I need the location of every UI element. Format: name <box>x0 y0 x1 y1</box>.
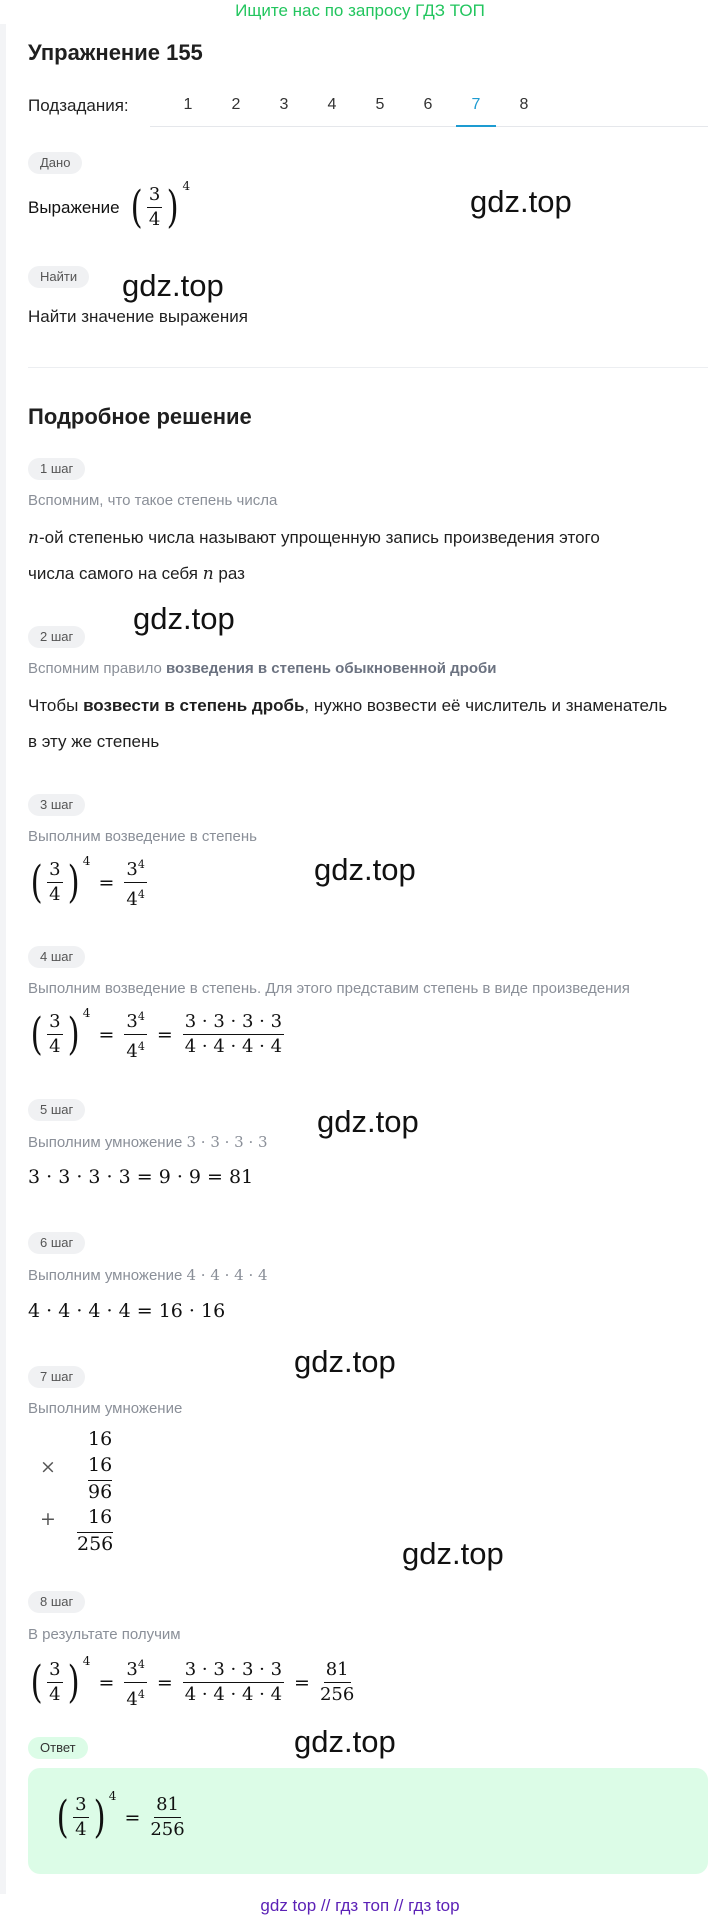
watermark: gdz.top <box>122 268 224 303</box>
step-8-hint: В результате получим <box>28 1626 181 1643</box>
step-1-chip: 1 шаг <box>28 458 85 480</box>
step-4-chip: 4 шаг <box>28 946 85 968</box>
watermark: gdz.top <box>294 1724 396 1759</box>
given-expression: Выражение ( $\frac{3}{4}$ ) 4 <box>28 178 191 233</box>
answer-chip: Ответ <box>28 1737 88 1759</box>
tab-subtask-4[interactable]: 4 <box>327 96 337 113</box>
given-label: Выражение <box>28 197 120 217</box>
watermark: gdz.top <box>294 1344 396 1379</box>
tab-subtask-1[interactable]: 1 <box>183 96 193 113</box>
step-6-hint: Выполним умножение 4 · 4 · 4 · 4 <box>28 1266 268 1284</box>
step-5-formula: 3 · 3 · 3 · 3 = 9 · 9 = 81 <box>28 1166 254 1188</box>
page-title: Упражнение 155 <box>28 40 203 65</box>
subtasks-nav <box>28 92 708 128</box>
step-7-hint: Выполним умножение <box>28 1400 183 1417</box>
step-8-formula: ( $\frac{3}{4}$ ) 4 = $\frac{3^4}{4^4}$ = $\frac{3 \cdot 3 \cdot 3 \cdot 3}{4 \cdot 4 \cdot 4 \cdot 4}$ = $\frac{81}{256}$ <box>30 1653 355 1710</box>
step-2-text-line2: в эту же степень <box>28 732 160 751</box>
find-chip: Найти <box>28 266 89 288</box>
step-5-chip: 5 шаг <box>28 1099 85 1121</box>
watermark: gdz.top <box>470 184 572 219</box>
step-1-text-line2: числа самого на себя n раз <box>28 564 245 584</box>
step-8-chip: 8 шаг <box>28 1591 85 1613</box>
step-2-text-line1: Чтобы возвести в степень дробь, нужно возвести её числитель и знаменатель <box>28 696 668 715</box>
left-rule <box>0 24 6 1894</box>
step-7-column-multiplication: 16 × 16 96 + 16 256 <box>40 1428 114 1555</box>
step-6-chip: 6 шаг <box>28 1232 85 1254</box>
watermark: gdz.top <box>133 601 235 636</box>
watermark: gdz.top <box>402 1536 504 1571</box>
tab-subtask-8[interactable]: 8 <box>519 96 529 113</box>
answer-formula: ( $\frac{3}{4}$ ) 4 = $\frac{81}{256}$ <box>56 1788 185 1843</box>
step-5-hint: Выполним умножение 3 · 3 · 3 · 3 <box>28 1133 268 1151</box>
step-2-hint: Вспомним правило возведения в степень обыкновенной дроби <box>28 660 497 677</box>
section-divider <box>28 367 708 368</box>
step-3-hint: Выполним возведение в степень <box>28 828 257 845</box>
subtasks-label: Подзадания: <box>28 96 129 115</box>
step-1-text-line1: n-ой степенью числа называют упрощенную запись произведения этого <box>28 528 600 548</box>
promo-banner: Ищите нас по запросу ГДЗ ТОП <box>235 1 485 20</box>
watermark: gdz.top <box>317 1104 419 1139</box>
step-3-formula: ( $\frac{3}{4}$ ) 4 = $\frac{3^4}{4^4}$ <box>30 853 145 910</box>
tab-subtask-6[interactable]: 6 <box>423 96 433 113</box>
find-text: Найти значение выражения <box>28 307 248 326</box>
step-3-chip: 3 шаг <box>28 794 85 816</box>
tab-subtask-5[interactable]: 5 <box>375 96 385 113</box>
tab-subtask-2[interactable]: 2 <box>231 96 241 113</box>
footer-links[interactable]: gdz top // гдз топ // гдз top <box>260 1896 460 1915</box>
tab-subtask-7[interactable]: 7 <box>456 96 496 114</box>
given-chip: Дано <box>28 152 82 174</box>
solution-title: Подробное решение <box>28 404 252 429</box>
step-1-hint: Вспомним, что такое степень числа <box>28 492 278 509</box>
step-4-formula: ( $\frac{3}{4}$ ) 4 = $\frac{3^4}{4^4}$ = $\frac{3 \cdot 3 \cdot 3 \cdot 3}{4 \cdot 4 \cdot 4 \cdot 4}$ <box>30 1005 283 1062</box>
tab-subtask-3[interactable]: 3 <box>279 96 289 113</box>
watermark: gdz.top <box>314 852 416 887</box>
step-7-chip: 7 шаг <box>28 1366 85 1388</box>
step-4-hint: Выполним возведение в степень. Для этого представим степень в виде произведения <box>28 980 630 997</box>
subtasks-underline <box>150 126 708 127</box>
answer-box <box>28 1768 708 1874</box>
step-6-formula: 4 · 4 · 4 · 4 = 16 · 16 <box>28 1300 226 1322</box>
step-2-chip: 2 шаг <box>28 626 85 648</box>
